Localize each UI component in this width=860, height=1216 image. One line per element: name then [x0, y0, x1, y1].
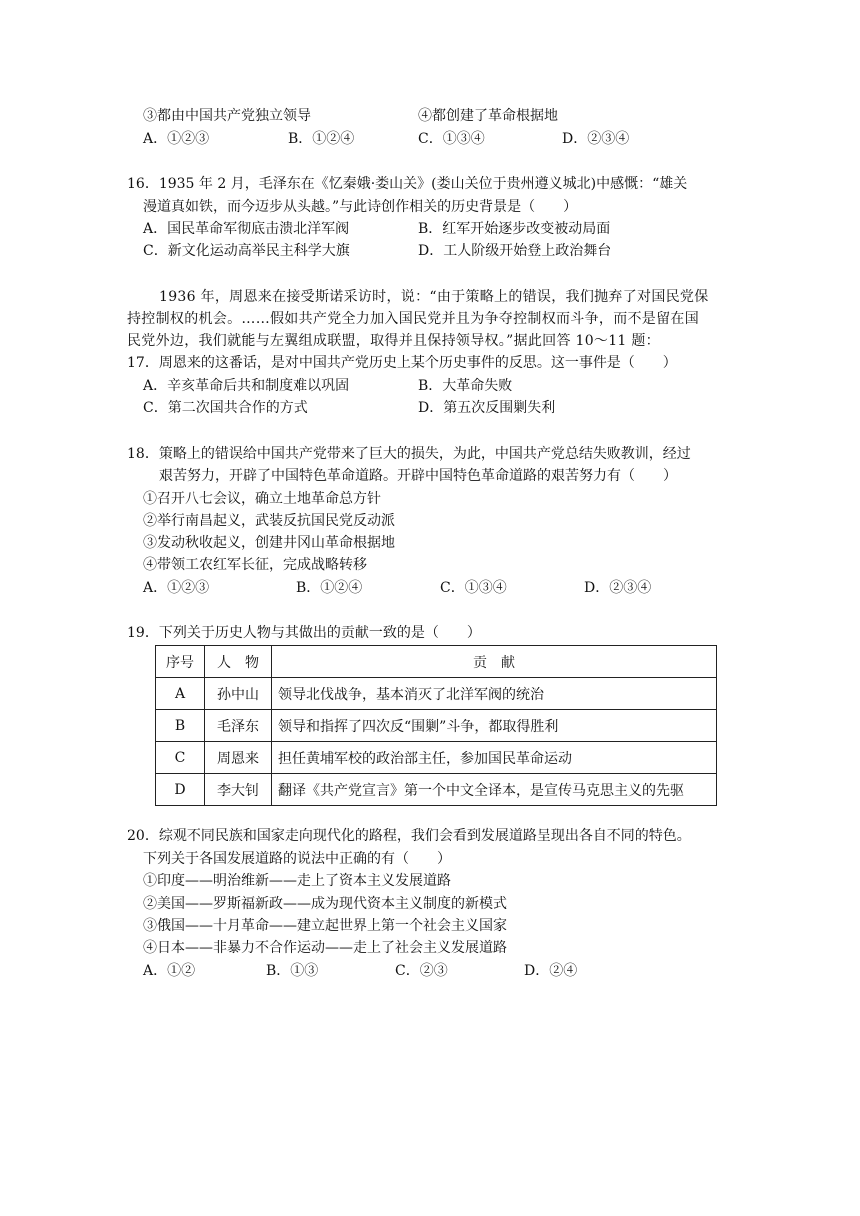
- row-person: 孙中山: [205, 678, 272, 710]
- q15-item-3: ③都由中国共产党独立领导: [143, 108, 311, 124]
- q16-option-b: B．红军开始逐步改变被动局面: [418, 221, 611, 237]
- row-person: 李大钊: [205, 774, 272, 806]
- q15-item-4: ④都创建了革命根据地: [418, 108, 558, 124]
- q18-item-1: ①召开八七会议，确立土地革命总方针: [143, 491, 381, 507]
- q20-option-c: C．②③: [395, 963, 448, 979]
- q18-item-4: ④带领工农红军长征，完成战略转移: [143, 557, 367, 573]
- row-contribution: 担任黄埔军校的政治部主任，参加国民革命运动: [272, 742, 717, 774]
- q16-stem-line-2: 漫道真如铁，而今迈步从头越。”与此诗创作相关的历史背景是（ ）: [143, 199, 578, 215]
- q20-option-a: A．①②: [143, 963, 196, 979]
- q20-item-2: ②美国——罗斯福新政——成为现代资本主义制度的新模式: [143, 896, 507, 912]
- q15-option-a: A．①②③: [143, 131, 210, 147]
- q16-option-c: C．新文化运动高举民主科学大旗: [143, 243, 350, 259]
- q15-option-b: B．①②④: [288, 131, 355, 147]
- row-contribution: 领导北伐战争，基本消灭了北洋军阀的统治: [272, 678, 717, 710]
- row-index: D: [156, 774, 205, 806]
- table-row: [156, 742, 717, 774]
- q17-stem: 17．周恩来的这番话，是对中国共产党历史上某个历史事件的反思。这一事件是（ ）: [127, 355, 677, 371]
- q18-item-2: ②举行南昌起义，武装反抗国民党反动派: [143, 513, 395, 529]
- table-row: [156, 678, 717, 710]
- contribution-table: [155, 645, 717, 806]
- passage-line-1: 1936 年，周恩来在接受斯诺采访时，说：“由于策略上的错误，我们抛弃了对国民党保: [159, 289, 709, 305]
- q18-stem-line-2: 艰苦努力，开辟了中国特色革命道路。开辟中国特色革命道路的艰苦努力有（ ）: [159, 468, 677, 484]
- passage-line-3: 民党外边，我们就能与左翼组成联盟，取得并且保持领导权。”据此回答 10～11 题：: [127, 333, 660, 349]
- q19-stem: 19．下列关于历史人物与其做出的贡献一致的是（ ）: [127, 625, 481, 641]
- table-row: [156, 774, 717, 806]
- q20-stem-line-2: 下列关于各国发展道路的说法中正确的有（ ）: [143, 851, 451, 867]
- q20-option-d: D．②④: [524, 963, 578, 979]
- q16-stem-line-1: 16．1935 年 2 月，毛泽东在《忆秦娥·娄山关》(娄山关位于贵州遵义城北)中感慨：“雄关: [127, 176, 688, 192]
- q20-stem-line-1: 20．综观不同民族和国家走向现代化的路程，我们会看到发展道路呈现出各自不同的特色。: [127, 828, 691, 844]
- passage-line-2: 持控制权的机会。……假如共产党全力加入国民党并且为争夺控制权而斗争，而不是留在国: [127, 311, 699, 327]
- q20-item-4: ④日本——非暴力不合作运动——走上了社会主义发展道路: [143, 940, 507, 956]
- q15-option-c: C．①③④: [418, 131, 485, 147]
- q17-option-c: C．第二次国共合作的方式: [143, 400, 308, 416]
- q18-option-a: A．①②③: [143, 580, 210, 596]
- row-person: 周恩来: [205, 742, 272, 774]
- q18-option-d: D．②③④: [584, 580, 652, 596]
- q20-item-3: ③俄国——十月革命——建立起世界上第一个社会主义国家: [143, 918, 507, 934]
- header-contribution: 贡 献: [272, 646, 717, 678]
- q18-option-b: B．①②④: [296, 580, 363, 596]
- q20-item-1: ①印度——明治维新——走上了资本主义发展道路: [143, 873, 451, 889]
- table-row: [156, 710, 717, 742]
- q20-option-b: B．①③: [266, 963, 319, 979]
- q15-option-d: D．②③④: [562, 131, 630, 147]
- table-header-row: [156, 646, 717, 678]
- q18-stem-line-1: 18．策略上的错误给中国共产党带来了巨大的损失，为此，中国共产党总结失败教训，经过: [127, 446, 691, 462]
- row-index: C: [156, 742, 205, 774]
- q18-option-c: C．①③④: [440, 580, 507, 596]
- row-index: B: [156, 710, 205, 742]
- header-person: 人 物: [205, 646, 272, 678]
- q17-option-d: D．第五次反围剿失利: [418, 400, 556, 416]
- row-contribution: 翻译《共产党宣言》第一个中文全译本，是宣传马克思主义的先驱: [272, 774, 717, 806]
- q16-option-a: A．国民革命军彻底击溃北洋军阀: [143, 221, 350, 237]
- q18-item-3: ③发动秋收起义，创建井冈山革命根据地: [143, 535, 395, 551]
- q17-option-a: A．辛亥革命后共和制度难以巩固: [143, 378, 350, 394]
- row-index: A: [156, 678, 205, 710]
- row-person: 毛泽东: [205, 710, 272, 742]
- q17-option-b: B．大革命失败: [418, 378, 513, 394]
- q16-option-d: D．工人阶级开始登上政治舞台: [418, 243, 612, 259]
- header-index: 序号: [156, 646, 205, 678]
- row-contribution: 领导和指挥了四次反“围剿”斗争，都取得胜利: [272, 710, 717, 742]
